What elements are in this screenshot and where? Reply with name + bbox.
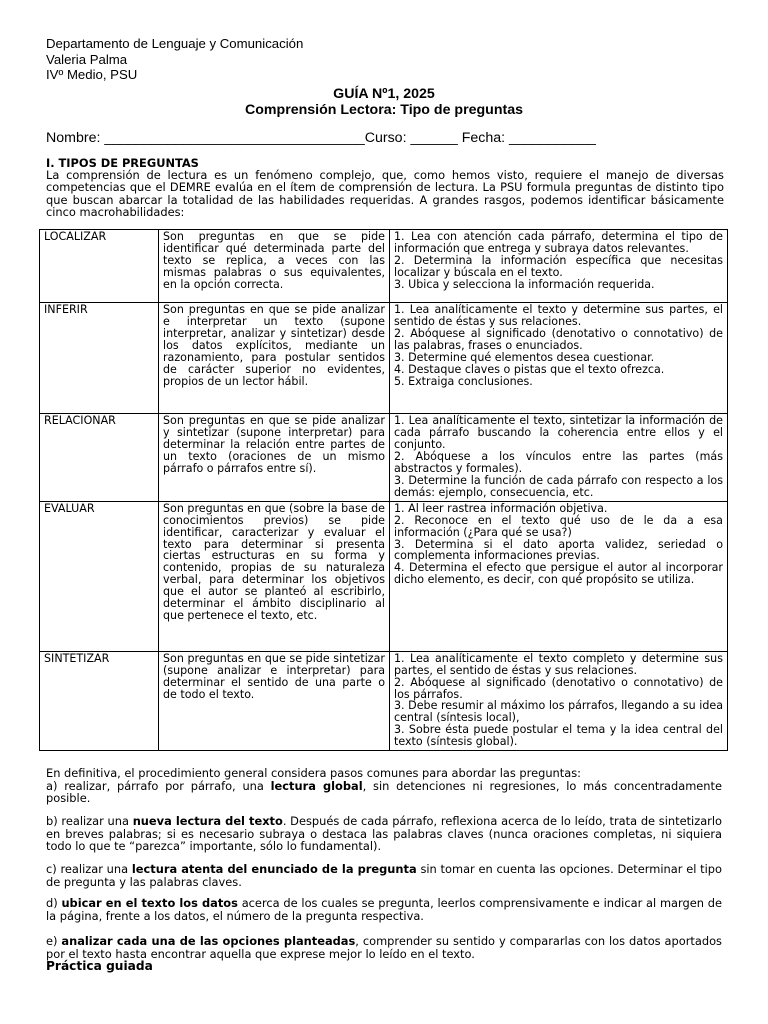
skill-description-cell: Son preguntas en que se pide sintetizar (supone analizar e interpretar) para determinar el sentido de una parte o de todo el texto. xyxy=(159,651,390,751)
skill-step: 1. Lea con atención cada párrafo, determina el tipo de información que entrega y subraya datos relevantes. xyxy=(394,230,723,255)
table-row xyxy=(40,651,728,751)
section-intro: La comprensión de lectura es un fenómeno complejo, que, como hemos visto, requiere el manejo de diversas competencias que el DEMRE evalúa en el ítem de comprensión de lectura. La PSU formula preguntas de distinto tipo que buscan abarcar la totalidad de las habilidades requeridas. A grandes rasgos, podemos identificar básicamente cinco macrohabilidades: xyxy=(46,168,724,219)
skill-step: 2. Reconoce en el texto qué uso de le da a esa información (¿Para qué se usa?) xyxy=(394,513,723,539)
step-d: d) ubicar en el texto los datos acerca de los cuales se pregunta, leerlos comprensivamente e indicar al margen de la página, frente a los datos, el número de la pregunta respectiva. xyxy=(46,896,722,923)
skill-step: 3. Determine la función de cada párrafo con respecto a los demás: ejemplo, consecuencia, etc. xyxy=(394,473,723,499)
skill-step: 1. Al leer rastrea información objetiva. xyxy=(394,501,608,515)
conclusion-paragraph-a xyxy=(46,767,722,805)
table-row xyxy=(40,303,728,414)
conclusion-intro: En definitiva, el procedimiento general considera pasos comunes para abordar las preguntas: xyxy=(46,766,581,780)
skill-name-cell: EVALUAR xyxy=(40,501,159,651)
skill-step: 1. Lea analíticamente el texto completo y determine sus partes, el sentido de éstas y sus relaciones. xyxy=(394,651,723,677)
skill-step: 2. Determina la información específica que necesitas localizar y búscala en el texto. xyxy=(394,253,723,279)
skill-step: 5. Extraiga conclusiones. xyxy=(394,374,533,388)
question-types-section xyxy=(46,157,724,218)
guide-subtitle: Comprensión Lectora: Tipo de preguntas xyxy=(245,102,523,118)
skill-steps-cell xyxy=(390,414,728,502)
skill-name-cell: SINTETIZAR xyxy=(40,651,159,751)
skill-steps-cell xyxy=(390,230,728,303)
skill-name-cell: RELACIONAR xyxy=(40,414,159,502)
skill-steps-cell xyxy=(390,303,728,414)
table-row xyxy=(40,230,728,303)
course-line: IVº Medio, PSU xyxy=(46,67,138,82)
step-c: c) realizar una lectura atenta del enunciado de la pregunta sin tomar en cuenta las opciones. Determinar el tipo de pregunta y las palabras claves. xyxy=(46,862,722,889)
skill-description-cell: Son preguntas en que se pide analizar y sintetizar (supone interpretar) para determinar la relación entre partes de un texto (oraciones de un mismo párrafo o párrafos entre sí). xyxy=(159,414,390,502)
skill-step: 3. Ubica y selecciona la información requerida. xyxy=(394,277,655,291)
skill-step: 2. Abóquese al significado (denotativo o connotativo) de las palabras, frases o enunciados. xyxy=(394,326,723,352)
skill-step: 1. Lea analíticamente el texto y determine sus partes, el sentido de éstas y sus relaciones. xyxy=(394,303,723,328)
skill-step: 2. Abóquese al significado (denotativo o connotativo) de los párrafos. xyxy=(394,675,723,701)
skill-steps-cell xyxy=(390,501,728,651)
skill-description-cell: Son preguntas en que se pide identificar qué determinada parte del texto se replica, a veces con las mismas palabras o sus equivalentes, en la opción correcta. xyxy=(159,230,390,303)
skill-step: 1. Lea analíticamente el texto, sintetizar la información de cada párrafo buscando la coherencia entre ellos y el conjunto. xyxy=(394,414,723,451)
skill-name-cell: INFERIR xyxy=(40,303,159,414)
step-a: a) realizar, párrafo por párrafo, una lectura global, sin detenciones ni regresiones, lo más concentradamente posible. xyxy=(46,778,722,805)
skill-step: 3. Determina si el dato aporta validez, seriedad o complementa informaciones previas. xyxy=(394,537,723,563)
document-header xyxy=(46,36,303,83)
step-b: b) realizar una nueva lectura del texto. Después de cada párrafo, reflexiona acerca de lo leído, trata de sintetizarlo en breves palabras; si es necesario subraya o destaca las palabras claves (nunca oraciones completas, ni siquiera todo lo que te “parezca” importante, sólo lo fundamental). xyxy=(46,814,723,853)
department-line: Departamento de Lenguaje y Comunicación xyxy=(46,36,304,51)
step-e: e) analizar cada una de las opciones planteadas, comprender su sentido y compararlas con los datos aportados por el texto hasta encontrar aquella que exprese mejor lo leído en el texto. xyxy=(46,934,722,961)
table-row xyxy=(40,414,728,502)
skill-name-cell: LOCALIZAR xyxy=(40,230,159,303)
skill-steps-cell xyxy=(390,651,728,751)
guide-title: GUÍA Nº1, 2025 xyxy=(333,86,435,102)
skill-step: 4. Destaque claves o pistas que el texto ofrezca. xyxy=(394,362,665,376)
skill-step: 3. Debe resumir al máximo los párrafos, llegando a su idea central (síntesis local), xyxy=(394,699,723,725)
skill-description-cell: Son preguntas en que se pide analizar e interpretar un texto (supone interpretar, analizar y sintetizar) desde los datos explícitos, mediante un razonamiento, para postular sentidos de carácter superior no evidentes, propios de un lector hábil. xyxy=(159,303,390,414)
student-info-line: Nombre: _________________________________Curso: ______ Fecha: ___________ xyxy=(46,130,596,146)
skill-step: 3. Determine qué elementos desea cuestionar. xyxy=(394,350,655,364)
section-heading: I. TIPOS DE PREGUNTAS xyxy=(46,156,199,170)
question-types-table xyxy=(39,229,728,751)
skill-step: 2. Abóquese a los vínculos entre las partes (más abstractos y formales). xyxy=(394,449,723,475)
skill-description-cell: Son preguntas en que (sobre la base de conocimientos previos) se pide identificar, caracterizar y evaluar el texto para determinar si presenta ciertas estructuras en su forma y contenido, propias de su naturaleza verbal, para determinar los objetivos que el autor se planteó al escribirlo, determinar el ámbito disciplinario al que pertenece el texto, etc. xyxy=(159,501,390,651)
skill-step: 3. Sobre ésta puede postular el tema y la idea central del texto (síntesis global). xyxy=(394,723,723,749)
guided-practice-heading: Práctica guiada xyxy=(46,959,153,973)
teacher-line: Valeria Palma xyxy=(46,51,128,67)
skill-step: 4. Determina el efecto que persigue el autor al incorporar dicho elemento, es decir, con qué propósito se utiliza. xyxy=(394,561,723,587)
table-row xyxy=(40,501,728,651)
